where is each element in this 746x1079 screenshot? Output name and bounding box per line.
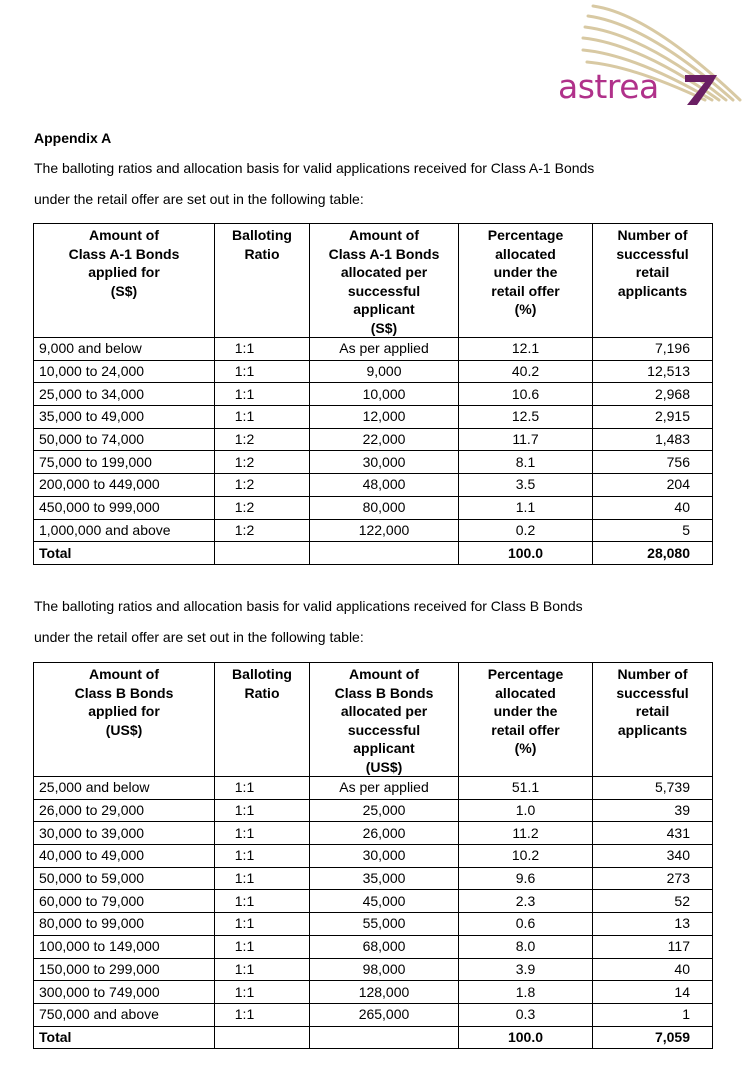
table-cell: 1.8 xyxy=(459,981,593,1004)
table-cell: 5 xyxy=(593,519,713,542)
column-header-line: Class A-1 Bonds xyxy=(68,245,180,262)
column-header-line: (US$) xyxy=(105,721,143,738)
table-row xyxy=(34,935,713,958)
table-cell: 40,000 to 49,000 xyxy=(34,845,215,868)
table-cell: 10,000 to 24,000 xyxy=(34,360,215,383)
table-cell: 26,000 to 29,000 xyxy=(34,799,215,822)
table-cell: 50,000 to 59,000 xyxy=(34,867,215,890)
column-header-line: applicant xyxy=(353,740,415,756)
column-header xyxy=(459,224,593,338)
column-header xyxy=(310,663,459,777)
table-cell: 100,000 to 149,000 xyxy=(34,935,215,958)
column-header xyxy=(215,224,310,338)
table-cell: 98,000 xyxy=(310,958,459,981)
column-header-line: allocated xyxy=(495,245,556,262)
table-cell: 50,000 to 74,000 xyxy=(34,428,215,451)
total-cell: 7,059 xyxy=(593,1026,713,1049)
table-cell: 48,000 xyxy=(310,474,459,497)
table-cell: 30,000 xyxy=(310,451,459,474)
table-cell: 8.1 xyxy=(459,451,593,474)
total-row xyxy=(34,542,713,565)
table-row xyxy=(34,1003,713,1026)
appendix-heading: Appendix A xyxy=(34,130,112,146)
table-row xyxy=(34,383,713,406)
table-cell: 55,000 xyxy=(310,913,459,936)
table-cell: 1:1 xyxy=(215,799,310,822)
column-header-line: Percentage xyxy=(487,666,564,682)
table-cell: 10,000 xyxy=(310,383,459,406)
table-cell: 2.3 xyxy=(459,890,593,913)
table-cell: 11.2 xyxy=(459,822,593,845)
table-cell: 1.0 xyxy=(459,799,593,822)
table-cell: 273 xyxy=(593,867,713,890)
column-header-line: (S$) xyxy=(370,319,398,336)
table-cell: 22,000 xyxy=(310,428,459,451)
column-header xyxy=(310,224,459,338)
table-cell: 7,196 xyxy=(593,338,713,361)
column-header xyxy=(34,663,215,777)
table-cell: 40 xyxy=(593,496,713,519)
table-cell: 8.0 xyxy=(459,935,593,958)
table-row xyxy=(34,474,713,497)
column-header-line: applicants xyxy=(617,721,688,738)
total-cell xyxy=(310,542,459,565)
column-header-line: (%) xyxy=(514,740,537,756)
table-cell: 52 xyxy=(593,890,713,913)
column-header-line: successful xyxy=(347,721,421,738)
table-cell: 150,000 to 299,000 xyxy=(34,958,215,981)
column-header xyxy=(593,663,713,777)
table-cell: 200,000 to 449,000 xyxy=(34,474,215,497)
column-header-line: Balloting xyxy=(232,666,292,682)
table-cell: 1:1 xyxy=(215,845,310,868)
table-cell: 1:1 xyxy=(215,1003,310,1026)
table-row xyxy=(34,958,713,981)
table-row xyxy=(34,338,713,361)
table-row xyxy=(34,845,713,868)
table-cell: 1:1 xyxy=(215,913,310,936)
table-cell: 1:1 xyxy=(215,867,310,890)
table-cell: 0.6 xyxy=(459,913,593,936)
table-cell: 26,000 xyxy=(310,822,459,845)
table-cell: 1:1 xyxy=(215,777,310,800)
column-header-line: applied for xyxy=(88,703,160,719)
table-cell: 12,513 xyxy=(593,360,713,383)
table-cell: 3.5 xyxy=(459,474,593,497)
table-row xyxy=(34,822,713,845)
table-class-a1 xyxy=(33,223,713,565)
table-cell: 10.2 xyxy=(459,845,593,868)
table-cell: 13 xyxy=(593,913,713,936)
table-cell: 30,000 to 39,000 xyxy=(34,822,215,845)
table-row xyxy=(34,360,713,383)
total-cell: Total xyxy=(34,1026,215,1049)
table-cell: 12.5 xyxy=(459,406,593,429)
table-row xyxy=(34,981,713,1004)
table-cell: 0.2 xyxy=(459,519,593,542)
table-cell: 340 xyxy=(593,845,713,868)
table-cell: 25,000 to 34,000 xyxy=(34,383,215,406)
intro-a-line-1: The balloting ratios and allocation basis for valid applications received for Class A-1 Bonds xyxy=(34,160,595,176)
column-header xyxy=(215,663,310,777)
table-cell: 35,000 xyxy=(310,867,459,890)
intro-b-line-1: The balloting ratios and allocation basis for valid applications received for Class B Bonds xyxy=(34,598,583,614)
column-header-line: Number of xyxy=(617,227,688,243)
table-cell: 117 xyxy=(593,935,713,958)
total-cell: 100.0 xyxy=(459,1026,593,1049)
column-header-line: Amount of xyxy=(89,666,159,682)
table-cell: 80,000 to 99,000 xyxy=(34,913,215,936)
table-row xyxy=(34,867,713,890)
column-header-line: Class A-1 Bonds xyxy=(328,245,440,262)
column-header-line: (%) xyxy=(514,301,537,317)
table-cell: 2,915 xyxy=(593,406,713,429)
column-header-line: Amount of xyxy=(349,666,419,682)
column-header-line: allocated xyxy=(495,684,556,701)
table-cell: 2,968 xyxy=(593,383,713,406)
column-header xyxy=(34,224,215,338)
table-row xyxy=(34,799,713,822)
table-row xyxy=(34,496,713,519)
table-cell: 25,000 and below xyxy=(34,777,215,800)
table-cell: 1:2 xyxy=(215,451,310,474)
table-cell: 9.6 xyxy=(459,867,593,890)
table-cell: 1:1 xyxy=(215,958,310,981)
total-cell xyxy=(215,542,310,565)
table-cell: 80,000 xyxy=(310,496,459,519)
table-cell: 30,000 xyxy=(310,845,459,868)
column-header-line: retail offer xyxy=(491,282,560,299)
column-header-line: allocated per xyxy=(340,264,428,280)
table-cell: 11.7 xyxy=(459,428,593,451)
table-row xyxy=(34,913,713,936)
table-cell: 40 xyxy=(593,958,713,981)
table-header-row xyxy=(34,663,713,777)
table-body xyxy=(34,777,713,1049)
table-cell: 10.6 xyxy=(459,383,593,406)
column-header-line: under the xyxy=(493,703,558,719)
total-cell: Total xyxy=(34,542,215,565)
table-cell: 0.3 xyxy=(459,1003,593,1026)
column-header-line: Class B Bonds xyxy=(74,684,174,701)
column-header-line: Number of xyxy=(617,666,688,682)
table-cell: 1:2 xyxy=(215,519,310,542)
table-cell: 265,000 xyxy=(310,1003,459,1026)
table-body xyxy=(34,338,713,565)
column-header-line: Amount of xyxy=(89,227,159,243)
table-cell: 1 xyxy=(593,1003,713,1026)
table-cell: 35,000 to 49,000 xyxy=(34,406,215,429)
column-header-line: Ratio xyxy=(244,684,280,701)
table-cell: 25,000 xyxy=(310,799,459,822)
table-cell: 300,000 to 749,000 xyxy=(34,981,215,1004)
column-header-line: retail xyxy=(635,703,670,719)
column-header-line: successful xyxy=(616,684,689,701)
column-header-line: applicants xyxy=(617,282,688,299)
table-cell: 39 xyxy=(593,799,713,822)
table-cell: 431 xyxy=(593,822,713,845)
table-row xyxy=(34,451,713,474)
column-header-line: retail xyxy=(635,264,670,280)
table-cell: 1:1 xyxy=(215,981,310,1004)
table-cell: 60,000 to 79,000 xyxy=(34,890,215,913)
table-cell: 1:2 xyxy=(215,474,310,497)
table-row xyxy=(34,890,713,913)
table-cell: 1:1 xyxy=(215,338,310,361)
column-header-line: (US$) xyxy=(365,758,403,775)
astrea-logo xyxy=(555,0,746,110)
column-header-line: successful xyxy=(616,245,689,262)
table-cell: 122,000 xyxy=(310,519,459,542)
table-cell: 12.1 xyxy=(459,338,593,361)
table-cell: As per applied xyxy=(310,338,459,361)
table-cell: 1.1 xyxy=(459,496,593,519)
column-header-line: applicant xyxy=(353,301,415,317)
column-header xyxy=(459,663,593,777)
table-cell: 1:1 xyxy=(215,890,310,913)
table-cell: 1:2 xyxy=(215,428,310,451)
table-cell: 450,000 to 999,000 xyxy=(34,496,215,519)
table-cell: 75,000 to 199,000 xyxy=(34,451,215,474)
table-row xyxy=(34,428,713,451)
column-header-line: Percentage xyxy=(487,227,564,243)
table-row xyxy=(34,406,713,429)
table-cell: 45,000 xyxy=(310,890,459,913)
table-cell: 1:1 xyxy=(215,360,310,383)
table-cell: 128,000 xyxy=(310,981,459,1004)
column-header xyxy=(593,224,713,338)
column-header-line: applied for xyxy=(88,264,160,280)
table-cell: 51.1 xyxy=(459,777,593,800)
total-cell: 28,080 xyxy=(593,542,713,565)
table-cell: 1,000,000 and above xyxy=(34,519,215,542)
total-row xyxy=(34,1026,713,1049)
column-header-line: Class B Bonds xyxy=(334,684,434,701)
total-cell xyxy=(215,1026,310,1049)
column-header-line: Ratio xyxy=(244,245,280,262)
column-header-line: Amount of xyxy=(349,227,419,243)
column-header-line: retail offer xyxy=(491,721,560,738)
table-cell: 9,000 xyxy=(310,360,459,383)
table-row xyxy=(34,519,713,542)
table-cell: 40.2 xyxy=(459,360,593,383)
table-cell: As per applied xyxy=(310,777,459,800)
column-header-line: under the xyxy=(493,264,558,280)
table-cell: 1:1 xyxy=(215,935,310,958)
table-cell: 3.9 xyxy=(459,958,593,981)
table-row xyxy=(34,777,713,800)
table-class-b xyxy=(33,662,713,1049)
table-cell: 1:2 xyxy=(215,496,310,519)
intro-paragraph-b xyxy=(34,591,734,653)
column-header-line: Balloting xyxy=(232,227,292,243)
column-header-line: (S$) xyxy=(110,282,138,299)
table-cell: 14 xyxy=(593,981,713,1004)
column-header-line: allocated per xyxy=(340,703,428,719)
table-cell: 750,000 and above xyxy=(34,1003,215,1026)
table-cell: 68,000 xyxy=(310,935,459,958)
logo-text: astrea xyxy=(558,67,659,106)
total-cell xyxy=(310,1026,459,1049)
intro-b-line-2: under the retail offer are set out in the following table: xyxy=(34,629,364,645)
table-cell: 204 xyxy=(593,474,713,497)
total-cell: 100.0 xyxy=(459,542,593,565)
intro-a-line-2: under the retail offer are set out in the following table: xyxy=(34,191,364,207)
column-header-line: successful xyxy=(347,282,421,299)
table-cell: 1:1 xyxy=(215,822,310,845)
table-header-row xyxy=(34,224,713,338)
table-cell: 1:1 xyxy=(215,383,310,406)
table-cell: 5,739 xyxy=(593,777,713,800)
table-cell: 756 xyxy=(593,451,713,474)
intro-paragraph-a xyxy=(34,153,734,215)
table-cell: 12,000 xyxy=(310,406,459,429)
table-cell: 9,000 and below xyxy=(34,338,215,361)
table-cell: 1:1 xyxy=(215,406,310,429)
table-cell: 1,483 xyxy=(593,428,713,451)
